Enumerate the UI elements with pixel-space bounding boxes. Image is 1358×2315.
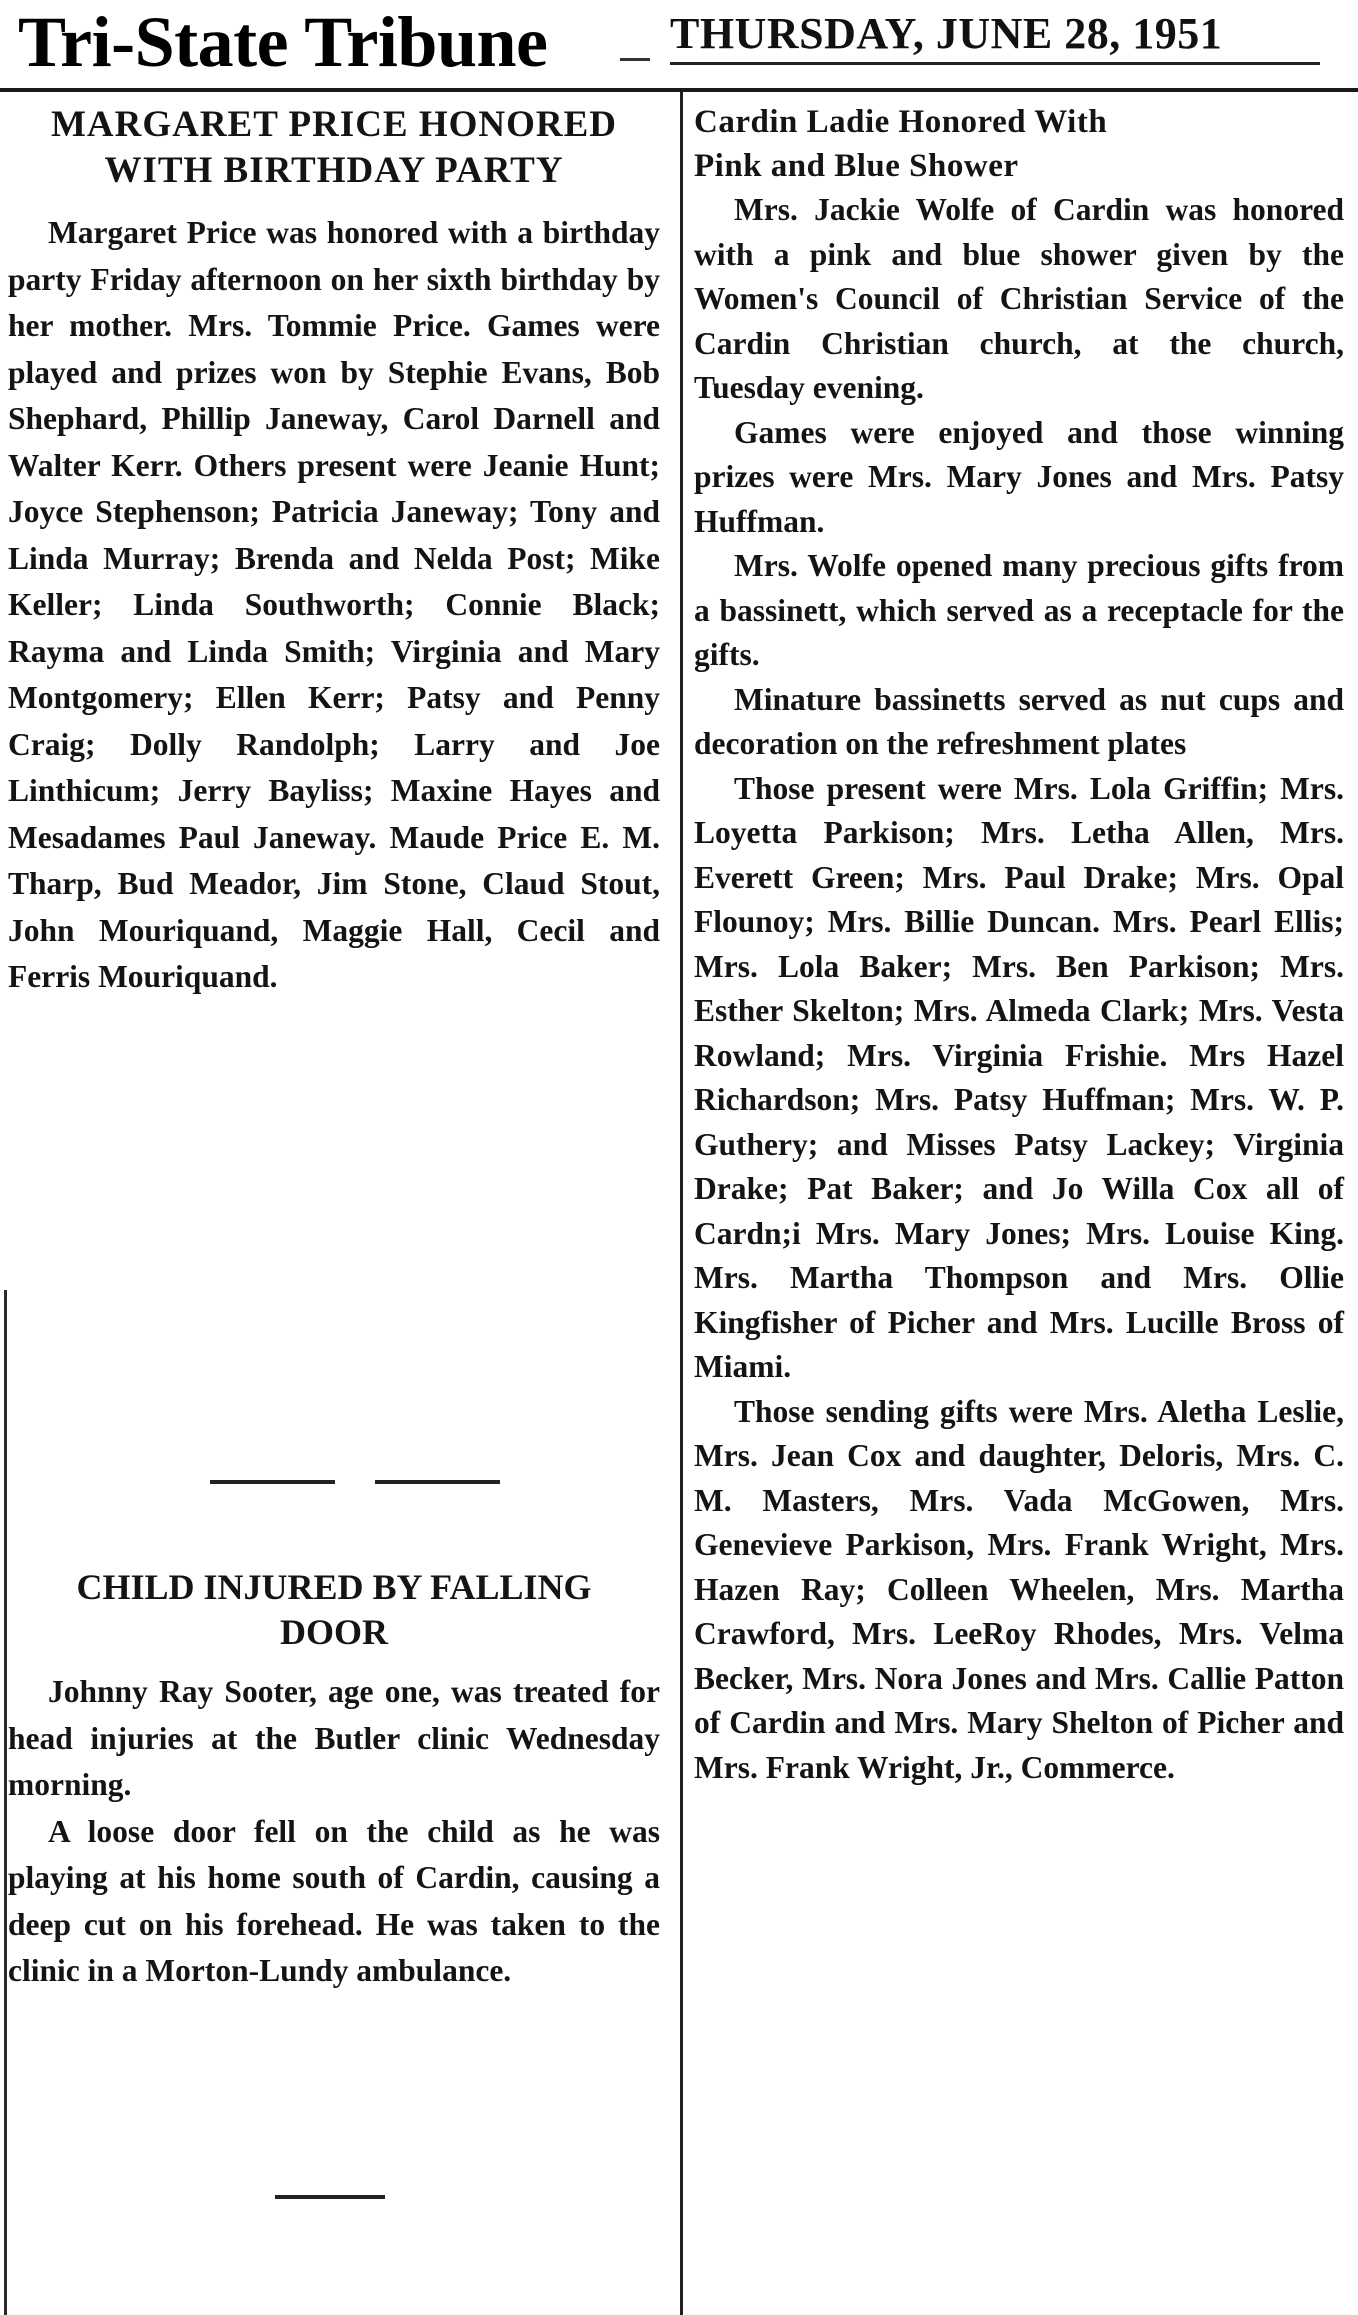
dateline-rule xyxy=(620,58,650,61)
separator-dash xyxy=(210,1480,335,1484)
shower-paragraph-5: Those present were Mrs. Lola Griffin; Mrs. Loyetta Parkison; Mrs. Letha Allen, Mrs. Everett Green; Mrs. Paul Drake; Mrs. Opal Flounoy; Mrs. Billie Duncan. Mrs. Pearl Ellis; Mrs. Lola Baker; Mrs. Ben Parkison; Mrs. Esther Skelton; Mrs. Almeda Clark; Mrs. Vesta Rowland; Mrs. Virginia Frishie. Mrs Hazel Richardson; Mrs. Patsy Huffman; Mrs. W. P. Guthery; and Misses Patsy Lackey; Virginia Drake; Pat Baker; and Jo Willa Cox all of Cardn;i Mrs. Mary Jones; Mrs. Louise King. Mrs. Martha Thompson and Mrs. Ollie Kingfisher of Picher and Mrs. Lucille Bross of Miami. xyxy=(694,770,1344,1384)
masthead xyxy=(0,0,1358,86)
birthday-headline-line2: WITH BIRTHDAY PARTY xyxy=(104,150,564,191)
child-headline-line2: DOOR xyxy=(280,1612,388,1652)
article-end-dash xyxy=(275,2195,385,2199)
column-divider xyxy=(680,92,683,2315)
left-column xyxy=(8,100,660,1001)
separator-dash xyxy=(375,1480,500,1484)
birthday-body: Margaret Price was honored with a birthday party Friday afternoon on her sixth birthday by her mother. Mrs. Tommie Price. Games were played and prizes won by Stephie Evans, Bob Shephard, Phillip Janeway, Carol Darnell and Walter Kerr. Others present were Jeanie Hunt; Joyce Stephenson; Patricia Janeway; Tony and Linda Murray; Brenda and Nelda Post; Mike Keller; Linda Southworth; Connie Black; Rayma and Linda Smith; Virginia and Mary Montgomery; Ellen Kerr; Patsy and Penny Craig; Dolly Randolph; Larry and Joe Linthicum; Jerry Bayliss; Maxine Hayes and Mesadames Paul Janeway. Maude Price E. M. Tharp, Bud Meador, Jim Stone, Claud Stout, John Mouriquand, Maggie Hall, Cecil and Ferris Mouriquand. xyxy=(8,215,660,994)
shower-paragraph-3: Mrs. Wolfe opened many precious gifts from a bassinett, which served as a receptacle for the gifts. xyxy=(694,548,1344,672)
shower-paragraph-1: Mrs. Jackie Wolfe of Cardin was honored with a pink and blue shower given by the Women's Council of Christian Service of the Cardin Christian church, at the church, Tuesday evening. xyxy=(694,192,1344,405)
header-rule xyxy=(0,88,1358,92)
shower-headline-line2: Pink and Blue Shower xyxy=(694,148,1019,184)
article-birthday xyxy=(8,102,660,1001)
article-child-injured xyxy=(8,1565,660,1995)
newspaper-name: Tri-State Tribune xyxy=(18,2,548,82)
left-edge-rule-top xyxy=(4,1290,7,1320)
shower-headline-line1: Cardin Ladie Honored With xyxy=(694,104,1108,140)
dateline: THURSDAY, JUNE 28, 1951 xyxy=(670,8,1320,65)
birthday-headline-line1: MARGARET PRICE HONORED xyxy=(50,104,618,145)
child-paragraph-1: Johnny Ray Sooter, age one, was treated for head injuries at the Butler clinic Wednesday morning. xyxy=(8,1674,660,1802)
left-column-lower xyxy=(8,1565,660,1995)
shower-paragraph-6: Those sending gifts were Mrs. Aletha Leslie, Mrs. Jean Cox and daughter, Deloris, Mrs. C. M. Masters, Mrs. Vada McGowen, Mrs. Genevieve Parkison, Mrs. Frank Wright, Mrs. Hazen Ray; Colleen Wheelen, Mrs. Martha Crawford, Mrs. LeeRoy Rhodes, Mrs. Velma Becker, Mrs. Nora Jones and Mrs. Callie Patton of Cardin and Mrs. Mary Shelton of Picher and Mrs. Frank Wright, Jr., Commerce. xyxy=(694,1393,1344,1785)
child-headline-line1: CHILD INJURED BY FALLING xyxy=(76,1567,592,1607)
left-edge-rule xyxy=(4,1320,7,2315)
shower-paragraph-2: Games were enjoyed and those winning prizes were Mrs. Mary Jones and Mrs. Patsy Huffman. xyxy=(694,414,1344,539)
article-shower xyxy=(694,100,1344,1790)
article-separator-double-dash xyxy=(210,1480,500,1484)
shower-paragraph-4: Minature bassinetts served as nut cups and decoration on the refreshment plates xyxy=(694,681,1344,761)
child-paragraph-2: A loose door fell on the child as he was playing at his home south of Cardin, causing a deep cut on his forehead. He was taken to the clinic in a Morton-Lundy ambulance. xyxy=(8,1813,660,1988)
right-column xyxy=(694,100,1344,1790)
